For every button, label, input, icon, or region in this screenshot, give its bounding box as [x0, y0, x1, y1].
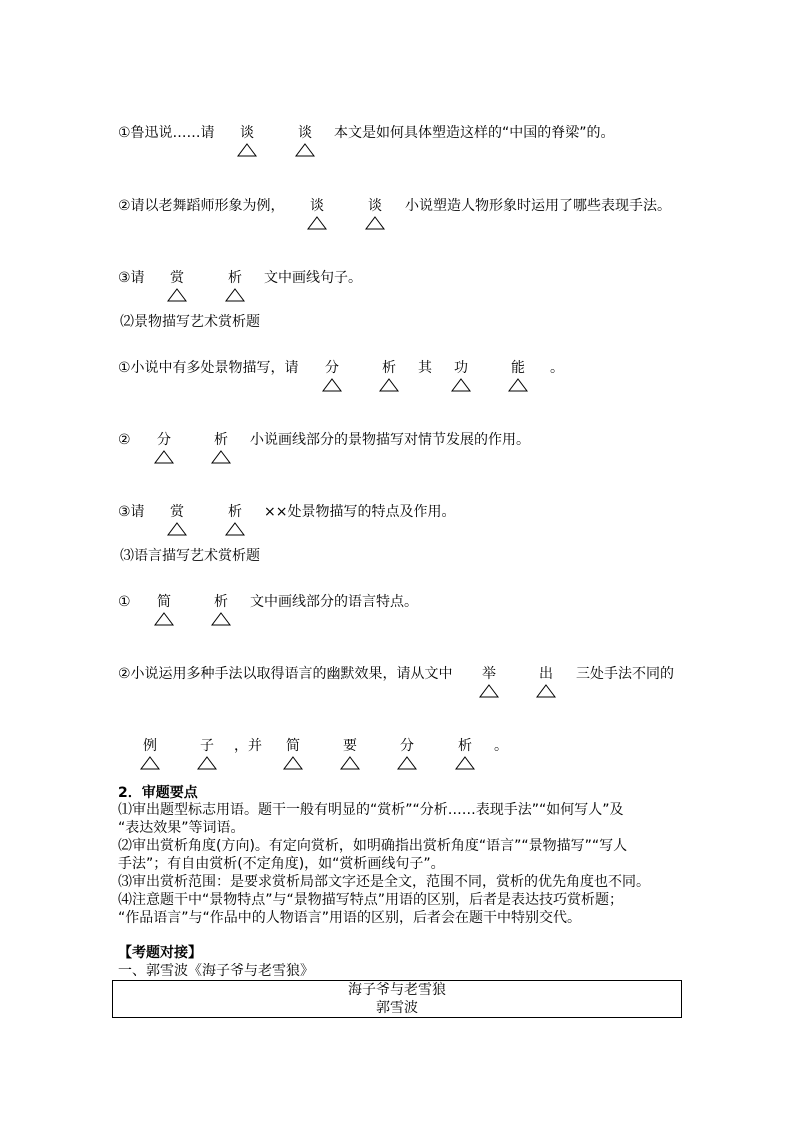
emphasis-char: 分: [153, 431, 175, 464]
emphasis-char: 谈: [306, 197, 328, 230]
emphasis-char: 功: [450, 359, 472, 392]
triangle-icon: [167, 522, 187, 536]
section-heading-scenery: ⑵景物描写艺术赏析题: [120, 314, 260, 330]
body-line: “作品语言”与“作品中的人物语言”用语的区别，后者会在题干中特别交代。: [118, 910, 582, 926]
q3-line3-end: 。: [494, 738, 508, 754]
emphasis-char: 赏: [166, 503, 188, 536]
emphasis-char: 简: [153, 593, 175, 626]
emphasis-char: 析: [454, 737, 476, 770]
emphasis-char: 要: [339, 737, 361, 770]
triangle-icon: [508, 378, 528, 392]
emphasis-char: 谈: [364, 197, 386, 230]
exam-header: 【考题对接】: [118, 945, 202, 961]
triangle-icon: [154, 450, 174, 464]
triangle-icon: [225, 288, 245, 302]
q3-line1-prefix: ①: [118, 594, 131, 610]
triangle-icon: [479, 684, 499, 698]
q1-line1-text: 本文是如何具体塑造这样的“中国的脊梁”的。: [334, 125, 615, 141]
triangle-icon: [283, 756, 303, 770]
emphasis-char: 析: [378, 359, 400, 392]
emphasis-char: 子: [196, 737, 218, 770]
triangle-icon: [154, 612, 174, 626]
triangle-icon: [397, 756, 417, 770]
triangle-icon: [322, 378, 342, 392]
body-line: ⑷注意题干中“景物特点”与“景物描写特点”用语的区别，后者是表达技巧赏析题；: [118, 892, 624, 908]
q2-line2-prefix: ②: [118, 432, 131, 448]
emphasis-char: 赏: [166, 269, 188, 302]
q2-line3-text: ××处景物描写的特点及作用。: [264, 504, 456, 520]
exam-item: 一、郭雪波《海子爷与老雪狼》: [118, 963, 314, 979]
q3-line2-prefix: ②小说运用多种手法以取得语言的幽默效果，请从文中: [118, 666, 453, 682]
body-line: ⑴审出题型标志用语。题干一般有明显的“赏析”“分析……表现手法”“如何写人”及: [118, 802, 624, 818]
emphasis-char: 举: [478, 665, 500, 698]
emphasis-char: 简: [282, 737, 304, 770]
q1-line2-text: 小说塑造人物形象时运用了哪些表现手法。: [405, 198, 671, 214]
q3-line2-text: 三处手法不同的: [576, 666, 674, 682]
triangle-icon: [225, 522, 245, 536]
triangle-icon: [167, 288, 187, 302]
box-author: 郭雪波: [376, 1000, 418, 1016]
q1-line3-text: 文中画线句子。: [264, 270, 362, 286]
triangle-icon: [237, 143, 257, 157]
q3-line3-mid: ，并: [234, 738, 262, 754]
emphasis-char: 分: [396, 737, 418, 770]
emphasis-char: 例: [139, 737, 161, 770]
q2-line2-text: 小说画线部分的景物描写对情节发展的作用。: [250, 432, 530, 448]
q2-line1-end: 。: [550, 360, 564, 376]
title-box: [112, 980, 682, 1018]
q2-line1-plain: 其: [418, 360, 432, 376]
emphasis-char: 出: [535, 665, 557, 698]
body-line: 手法”；有自由赏析(不定角度)，如“赏析画线句子”。: [118, 856, 445, 872]
q1-line2-prefix: ②请以老舞蹈师形象为例，: [118, 198, 285, 214]
emphasis-char: 析: [224, 269, 246, 302]
body-line: ⑶审出赏析范围：是要求赏析局部文字还是全文，范围不同，赏析的优先角度也不同。: [118, 874, 650, 890]
q3-line1-text: 文中画线部分的语言特点。: [250, 594, 418, 610]
triangle-icon: [379, 378, 399, 392]
triangle-icon: [211, 450, 231, 464]
triangle-icon: [140, 756, 160, 770]
emphasis-char: 能: [507, 359, 529, 392]
emphasis-char: 析: [210, 593, 232, 626]
triangle-icon: [536, 684, 556, 698]
triangle-icon: [455, 756, 475, 770]
q1-line1-prefix: ①鲁迅说……请: [118, 125, 215, 141]
triangle-icon: [307, 216, 327, 230]
q2-line3-prefix: ③请: [118, 504, 145, 520]
triangle-icon: [365, 216, 385, 230]
triangle-icon: [340, 756, 360, 770]
triangle-icon: [295, 143, 315, 157]
section-heading-language: ⑶语言描写艺术赏析题: [120, 548, 260, 564]
triangle-icon: [197, 756, 217, 770]
emphasis-char: 析: [224, 503, 246, 536]
body-line: “表达效果”等词语。: [118, 820, 245, 836]
body-line: ⑵审出赏析角度(方向)。有定向赏析，如明确指出赏析角度“语言”“景物描写”“写人: [118, 838, 628, 854]
box-title: 海子爷与老雪狼: [348, 982, 446, 998]
emphasis-char: 分: [321, 359, 343, 392]
triangle-icon: [451, 378, 471, 392]
q2-line1-prefix: ①小说中有多处景物描写，请: [118, 360, 299, 376]
emphasis-char: 谈: [236, 124, 258, 157]
emphasis-char: 析: [210, 431, 232, 464]
triangle-icon: [211, 612, 231, 626]
emphasis-char: 谈: [294, 124, 316, 157]
section-title: 2．审题要点: [118, 785, 198, 801]
q1-line3-prefix: ③请: [118, 270, 145, 286]
